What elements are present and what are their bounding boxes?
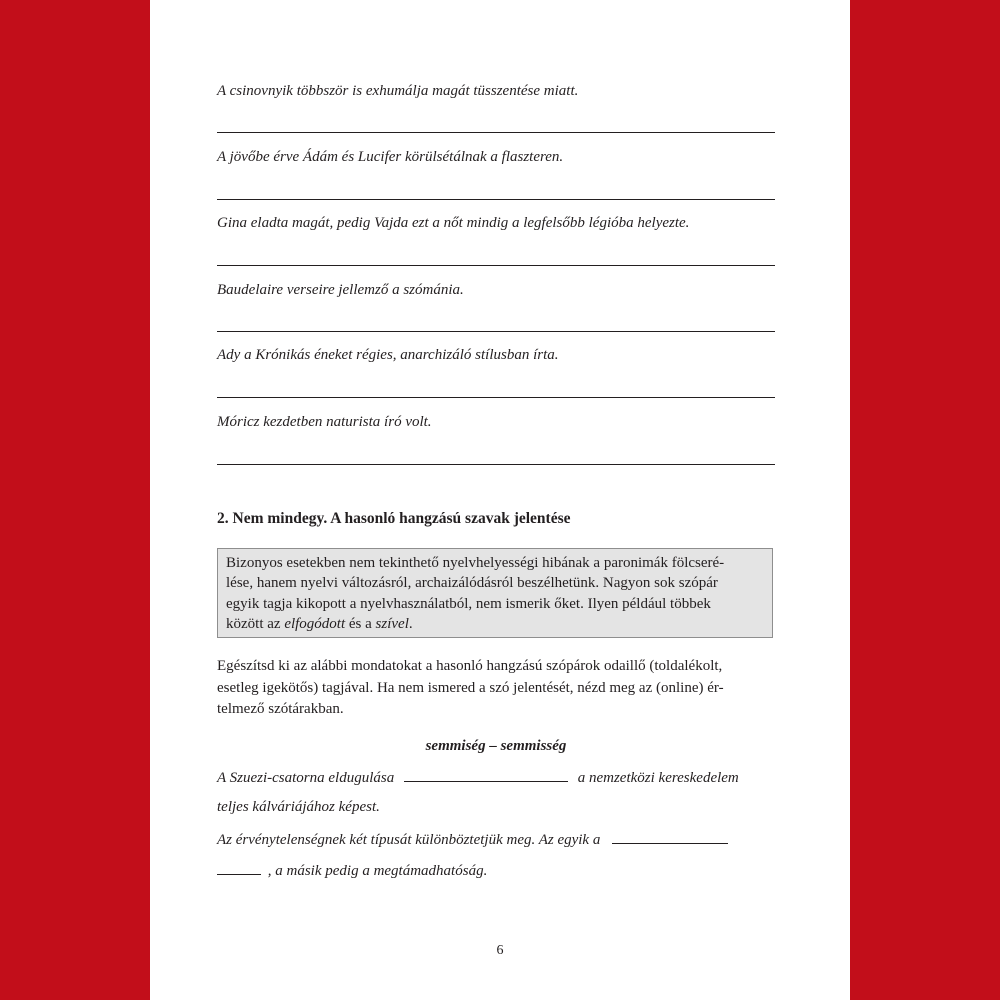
info-line-1: Bizonyos esetekben nem tekinthető nyelvhelyességi hibának a paronimák fölcseré- bbox=[226, 555, 725, 571]
answer-line-5[interactable] bbox=[217, 397, 775, 398]
fill-blank-1[interactable] bbox=[404, 767, 568, 782]
fill-blank-2b[interactable] bbox=[217, 860, 261, 875]
sentence-5: Ady a Krónikás éneket régies, anarchizáló stílusban írta. bbox=[217, 347, 559, 363]
sentence-1: A csinovnyik többször is exhumálja magát tüsszentése miatt. bbox=[217, 83, 579, 99]
example-1-text-end: a nemzetközi kereskedelem bbox=[577, 770, 739, 786]
sentence-6: Móricz kezdetben naturista író volt. bbox=[217, 414, 432, 430]
sentence-2: A jövőbe érve Ádám és Lucifer körülsétálnak a flaszteren. bbox=[217, 149, 564, 165]
instructions-line-1: Egészítsd ki az alábbi mondatokat a hasonló hangzású szópárok odaillő (toldalékolt, bbox=[217, 658, 723, 674]
sentence-3: Gina eladta magát, pedig Vajda ezt a nőt mindig a legfelsőbb légióba helyezte. bbox=[217, 215, 690, 231]
sentence-4: Baudelaire verseire jellemző a szómánia. bbox=[217, 282, 464, 298]
answer-line-1[interactable] bbox=[217, 132, 775, 133]
info-line-4 bbox=[226, 614, 764, 634]
info-line-2: lése, hanem nyelvi változásról, archaizálódásról beszélhetünk. Nagyon sok szópár bbox=[226, 575, 718, 592]
instructions-line-2: esetleg igekötős) tagjával. Ha nem ismered a szó jelentését, nézd meg az (online) ér- bbox=[217, 679, 724, 696]
info-example-word-2: szível bbox=[375, 616, 409, 633]
info-mid: és a bbox=[345, 616, 376, 633]
info-box bbox=[217, 548, 773, 638]
example-1-line-2: teljes kálváriájához képest. bbox=[217, 799, 380, 815]
info-suffix: . bbox=[408, 616, 413, 633]
example-1-line-1 bbox=[217, 767, 739, 787]
word-pair-title: semmiség – semmisség bbox=[425, 738, 567, 754]
answer-line-3[interactable] bbox=[217, 265, 775, 266]
example-2-line-2 bbox=[217, 860, 487, 880]
answer-line-2[interactable] bbox=[217, 199, 775, 200]
info-example-word-1: elfogódott bbox=[284, 616, 346, 633]
instructions-line-3: telmező szótárakban. bbox=[217, 701, 344, 717]
instructions bbox=[217, 656, 775, 721]
answer-line-6[interactable] bbox=[217, 464, 775, 465]
workbook-page bbox=[150, 0, 850, 1000]
info-line-3: egyik tagja kikopott a nyelvhasználatból, nem ismerik őket. Ilyen például többek bbox=[226, 595, 711, 612]
example-1-text-start: A Szuezi-csatorna eldugulása bbox=[217, 770, 395, 786]
fill-blank-2a[interactable] bbox=[612, 829, 728, 844]
info-prefix: között az bbox=[226, 616, 285, 633]
answer-line-4[interactable] bbox=[217, 331, 775, 332]
example-2-text-start: Az érvénytelenségnek két típusát különböztetjük meg. Az egyik a bbox=[217, 832, 601, 848]
page-number: 6 bbox=[496, 943, 504, 958]
example-2-text-end: , a másik pedig a megtámadhatóság. bbox=[267, 863, 488, 879]
section-heading: 2. Nem mindegy. A hasonló hangzású szavak jelentése bbox=[217, 510, 571, 527]
example-2-line-1 bbox=[217, 829, 728, 849]
